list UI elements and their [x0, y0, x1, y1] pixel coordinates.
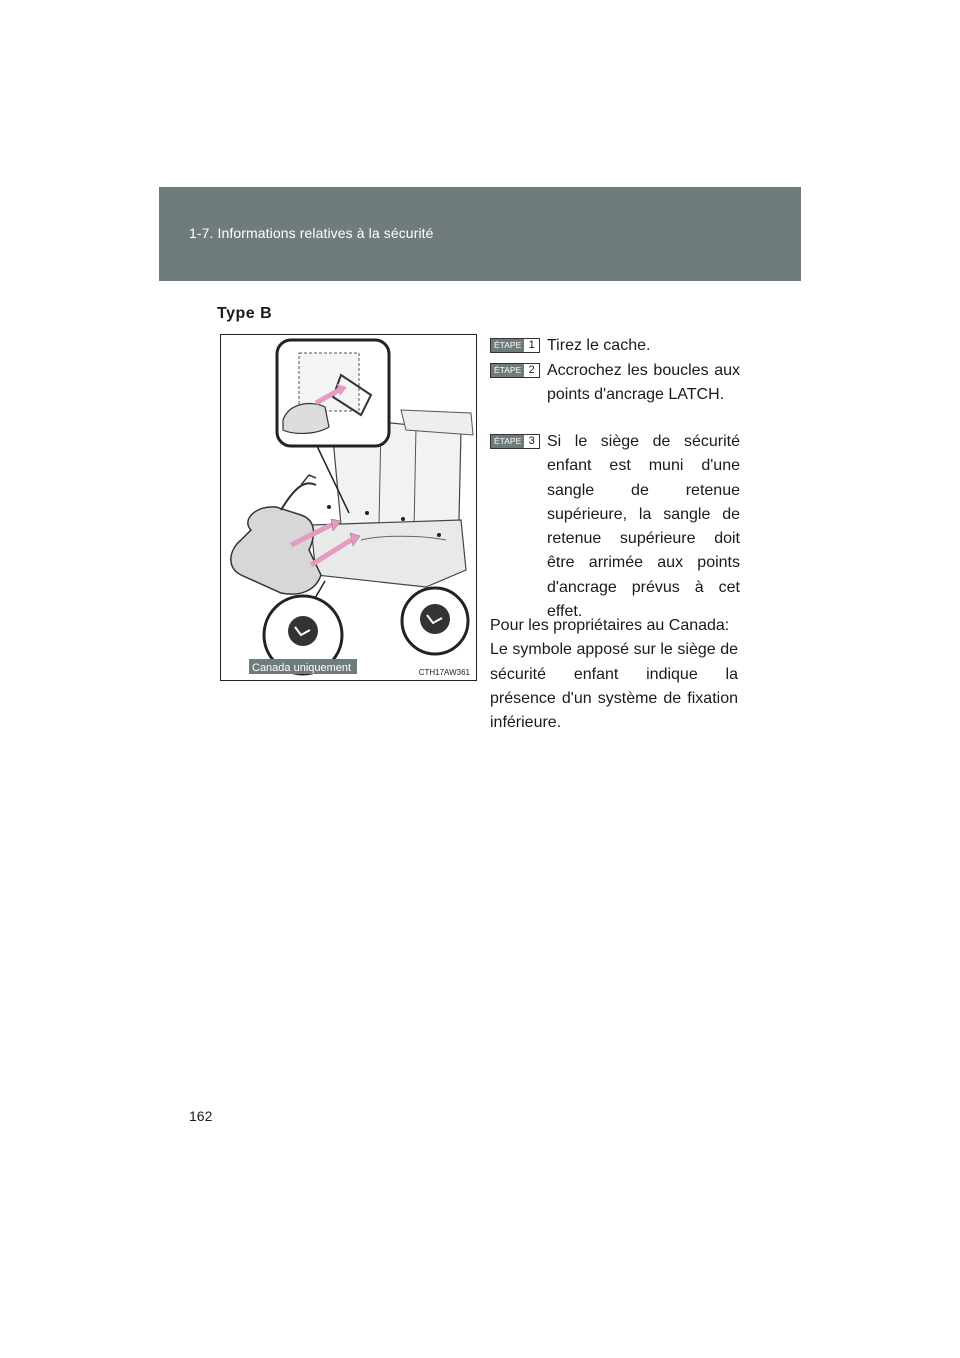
canada-note-intro: Pour les propriétaires au Canada: [490, 617, 730, 634]
step-text: Accrochez les boucles aux points d'ancrage LATCH. [547, 362, 740, 404]
step-number: 3 [528, 435, 535, 447]
step-text: Si le siège de sécurité enfant est muni d'une sangle de retenue supérieure, la sangle de retenue supérieure doit être arrimée aux points d'ancrage prévus à cet effet. [547, 433, 740, 621]
step-3 [490, 430, 740, 624]
section-title: Type B [217, 305, 273, 322]
illustration-drawing [221, 335, 476, 680]
step-badge [490, 338, 540, 353]
canada-note-body: Le symbole apposé sur le siège de sécurité enfant indique la présence d'un système de fixation inférieure. [490, 641, 738, 732]
step-1 [490, 334, 740, 358]
figure-code: CTH17AW361 [418, 668, 470, 677]
page-number: 162 [189, 1108, 213, 1124]
canada-note [490, 614, 738, 735]
step-number: 2 [528, 364, 535, 376]
chapter-title: 1-7. Informations relatives à la sécurité [189, 225, 434, 241]
step-text: Tirez le cache. [547, 337, 651, 354]
step-2 [490, 359, 740, 408]
step-number: 1 [528, 339, 535, 351]
step-label: ÉTAPE [491, 339, 524, 352]
step-badge [490, 363, 540, 378]
chapter-header [159, 187, 801, 281]
figure-caption: Canada uniquement [252, 662, 352, 674]
step-label: ÉTAPE [491, 364, 524, 377]
step-badge [490, 434, 540, 449]
step-label: ÉTAPE [491, 435, 524, 448]
latch-illustration [220, 334, 477, 681]
